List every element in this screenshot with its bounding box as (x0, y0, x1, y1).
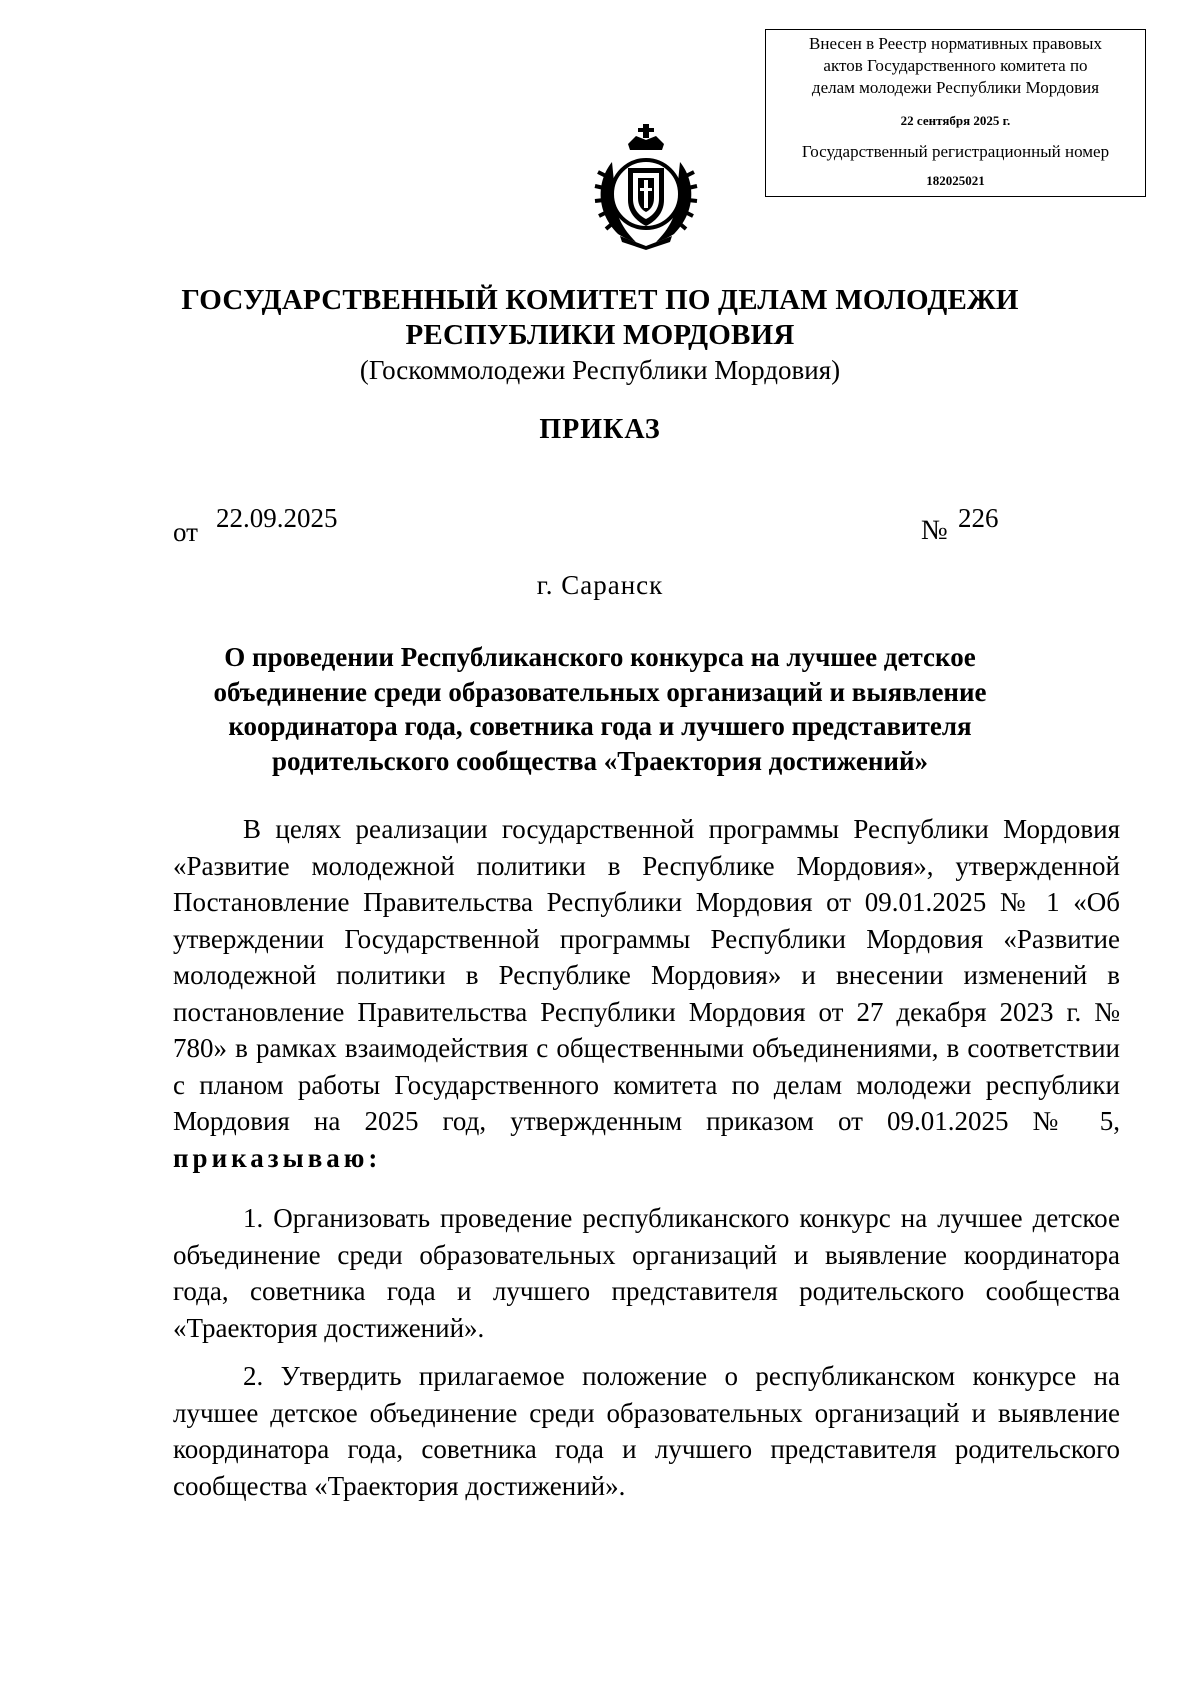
organization-title-line-2: РЕСПУБЛИКИ МОРДОВИЯ (405, 319, 795, 351)
registry-number-label: Государственный регистрационный номер (801, 142, 1110, 161)
order-item-2: 2. Утвердить прилагаемое положение о республиканском конкурсе на лучшее детское объединение среди образовательных организаций и выявление координатора года, советника года и лучшего представителя родительского сообщества «Траектория достижений». (173, 1361, 1120, 1501)
order-title-line-1: О проведении Республиканского конкурса на лучшее детское (224, 642, 976, 672)
date-prefix: от (173, 517, 198, 547)
registry-line-1: Внесен в Реестр нормативных правовых (809, 34, 1102, 53)
organization-title-line-1: ГОСУДАРСТВЕННЫЙ КОМИТЕТ ПО ДЕЛАМ МОЛОДЕЖИ (181, 284, 1019, 316)
order-title (175, 640, 1025, 778)
order-item-1: 1. Организовать проведение республиканского конкурс на лучшее детское объединение среди образовательных организаций и выявление координатора года, советника года и лучшего представителя родительского сообщества «Траектория достижений». (173, 1203, 1120, 1343)
order-word: приказываю: (173, 1142, 382, 1173)
registry-line-2: актов Государственного комитета по (823, 56, 1088, 75)
document-number: 226 (958, 503, 999, 533)
preamble-text: В целях реализации государственной программы Республики Мордовия «Развитие молодежной политики в Республике Мордовия», утвержденной Постановление Правительства Республики Мордовия от 09.01.2025 № 1 «Об утверждении Государственной программы Республики Мордовия «Развитие молодежной политики в Республике Мордовия» и внесении изменений в постановление Правительства Республики Мордовия от 27 декабря 2023 г. № 780» в рамках взаимодействия с общественными объединениями, в соответствии с планом работы Государственного комитета по делам молодежи республики Мордовия на 2025 год, утвержденным приказом от 09.01.2025 № 5, (173, 814, 1120, 1136)
order-title-line-2: объединение среди образовательных организаций и выявление (213, 676, 987, 707)
order-title-line-3: координатора года, советника года и лучшего представителя (228, 711, 972, 741)
city: г. Саранск (536, 570, 664, 600)
organization-short-name: (Госкоммолодежи Республики Мордовия) (359, 355, 841, 385)
document-date: 22.09.2025 (216, 503, 338, 533)
order-title-line-4: родительского сообщества «Траектория достижений» (271, 745, 929, 776)
registry-line-3: делам молодежи Республики Мордовия (811, 78, 1100, 97)
document-type: ПРИКАЗ (539, 414, 661, 445)
number-prefix: № (921, 515, 948, 546)
coat-of-arms-icon (584, 122, 708, 250)
registry-number: 182025021 (926, 173, 985, 188)
registry-stamp (765, 29, 1146, 197)
preamble-paragraph (173, 811, 1120, 1176)
registry-date: 22 сентября 2025 г. (900, 113, 1011, 128)
organization-title (0, 283, 1200, 353)
